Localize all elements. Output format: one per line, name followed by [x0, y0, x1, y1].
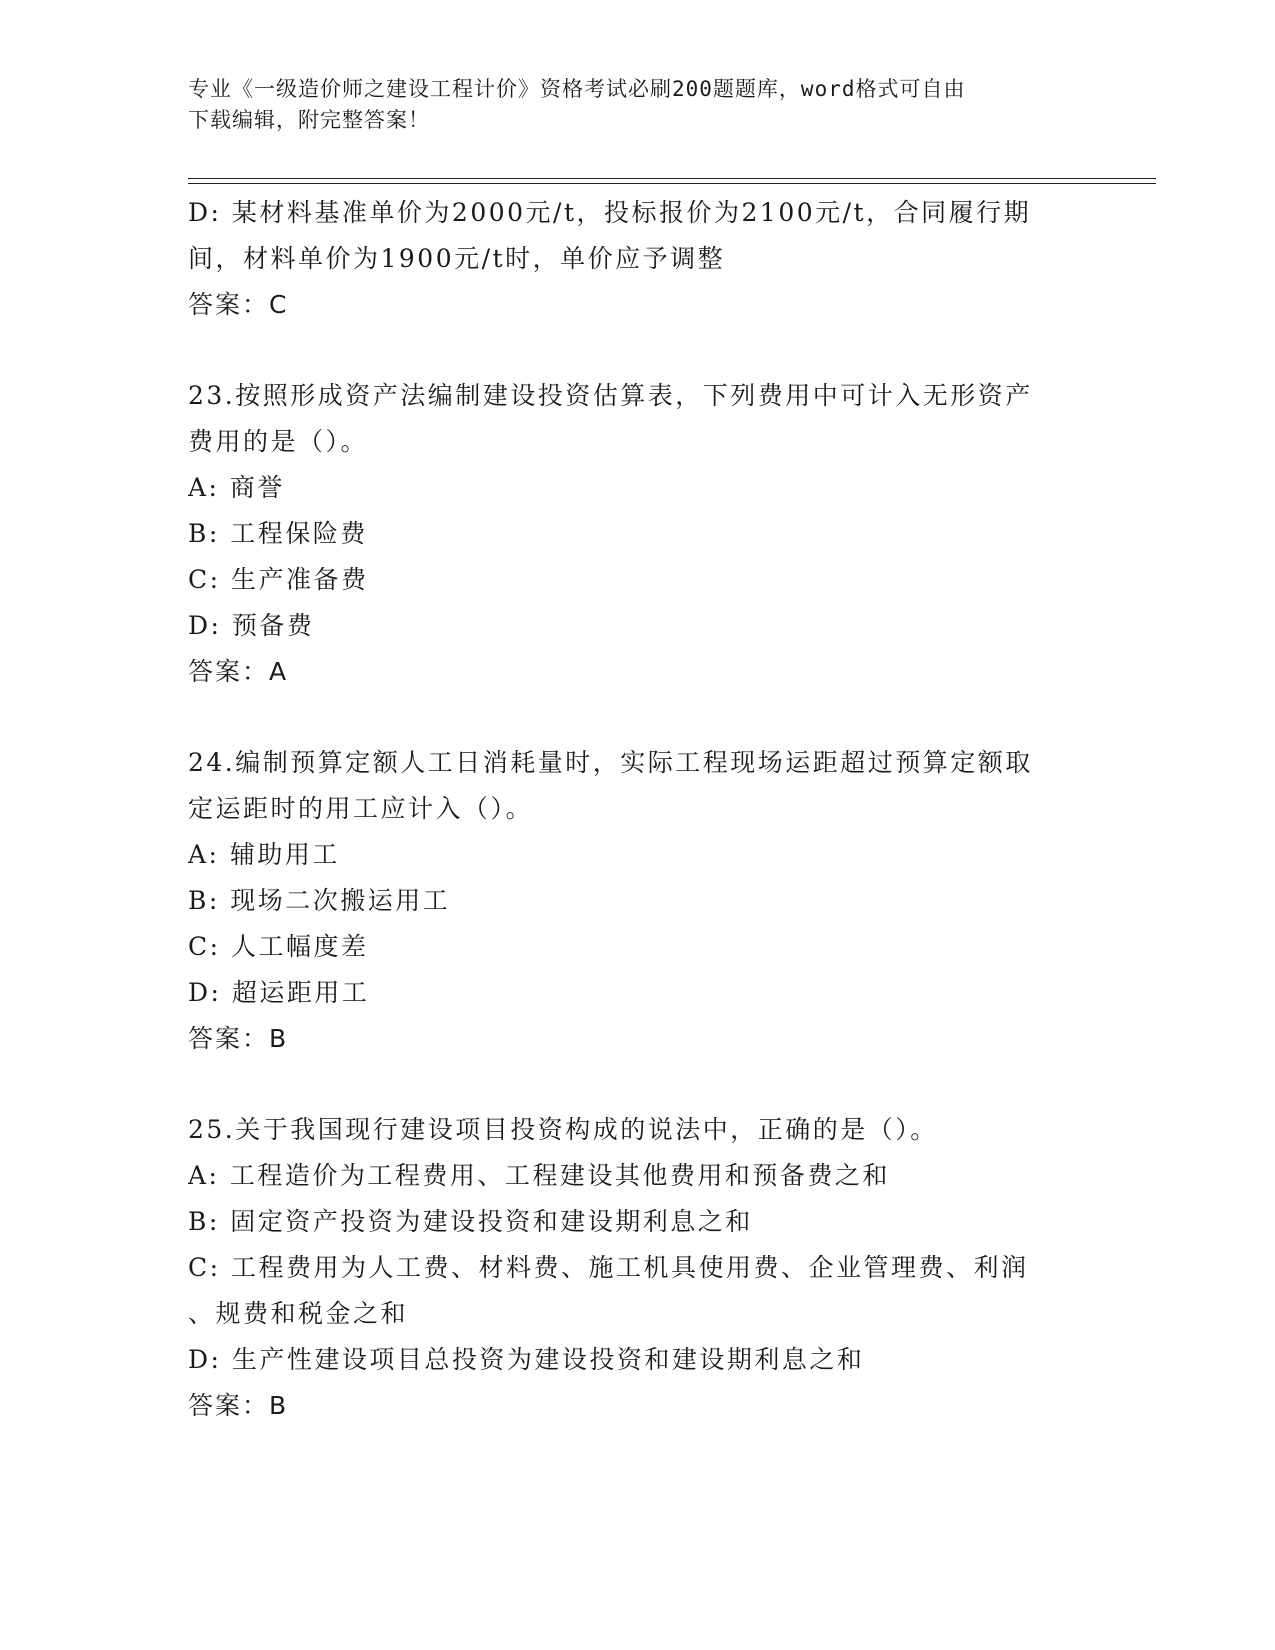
document-body — [188, 190, 1088, 1429]
spacer — [188, 328, 1088, 373]
answer-line: 答案：A — [188, 657, 289, 686]
question-25 — [188, 1107, 1088, 1429]
option-b: B: 现场二次搬运用工 — [188, 886, 451, 915]
answer-line: 答案：C — [188, 290, 289, 319]
header-divider-bottom — [188, 183, 1156, 184]
option-c-continued: 、规费和税金之和 — [188, 1299, 409, 1328]
option-d: D: 预备费 — [188, 611, 315, 640]
option-b: B: 固定资产投资为建设投资和建设期利息之和 — [188, 1207, 753, 1236]
option-d: D: 某材料基准单价为2000元/t，投标报价为2100元/t，合同履行期 — [188, 198, 1032, 227]
document-header — [188, 74, 1068, 136]
question-23 — [188, 373, 1088, 695]
option-c: C: 生产准备费 — [188, 565, 369, 594]
option-d: D: 超运距用工 — [188, 978, 370, 1007]
option-c: C: 工程费用为人工费、材料费、施工机具使用费、企业管理费、利润 — [188, 1253, 1029, 1282]
header-divider-top — [188, 178, 1156, 179]
answer-line: 答案：B — [188, 1024, 289, 1053]
option-a: A: 辅助用工 — [188, 840, 340, 869]
option-d: D: 生产性建设项目总投资为建设投资和建设期利息之和 — [188, 1345, 865, 1374]
option-a: A: 商誉 — [188, 473, 285, 502]
answer-line: 答案：B — [188, 1391, 289, 1420]
option-a: A: 工程造价为工程费用、工程建设其他费用和预备费之和 — [188, 1161, 890, 1190]
option-b: B: 工程保险费 — [188, 519, 368, 548]
question-stem: 24.编制预算定额人工日消耗量时，实际工程现场运距超过预算定额取 — [188, 748, 1033, 777]
question-24 — [188, 740, 1088, 1062]
question-stem-continued: 定运距时的用工应计入（）。 — [188, 794, 534, 823]
option-c: C: 人工幅度差 — [188, 932, 369, 961]
option-d-continued: 间，材料单价为1900元/t时，单价应予调整 — [188, 244, 726, 273]
question-stem: 23.按照形成资产法编制建设投资估算表，下列费用中可计入无形资产 — [188, 381, 1033, 410]
header-line-2: 下载编辑，附完整答案！ — [188, 108, 430, 132]
question-stem-continued: 费用的是（）。 — [188, 427, 369, 456]
header-line-1: 专业《一级造价师之建设工程计价》资格考试必刷200题题库，word格式可自由 — [188, 77, 966, 101]
spacer — [188, 695, 1088, 740]
spacer — [188, 1062, 1088, 1107]
question-stem: 25.关于我国现行建设项目投资构成的说法中，正确的是（）。 — [188, 1115, 938, 1144]
previous-question-tail — [188, 190, 1088, 328]
